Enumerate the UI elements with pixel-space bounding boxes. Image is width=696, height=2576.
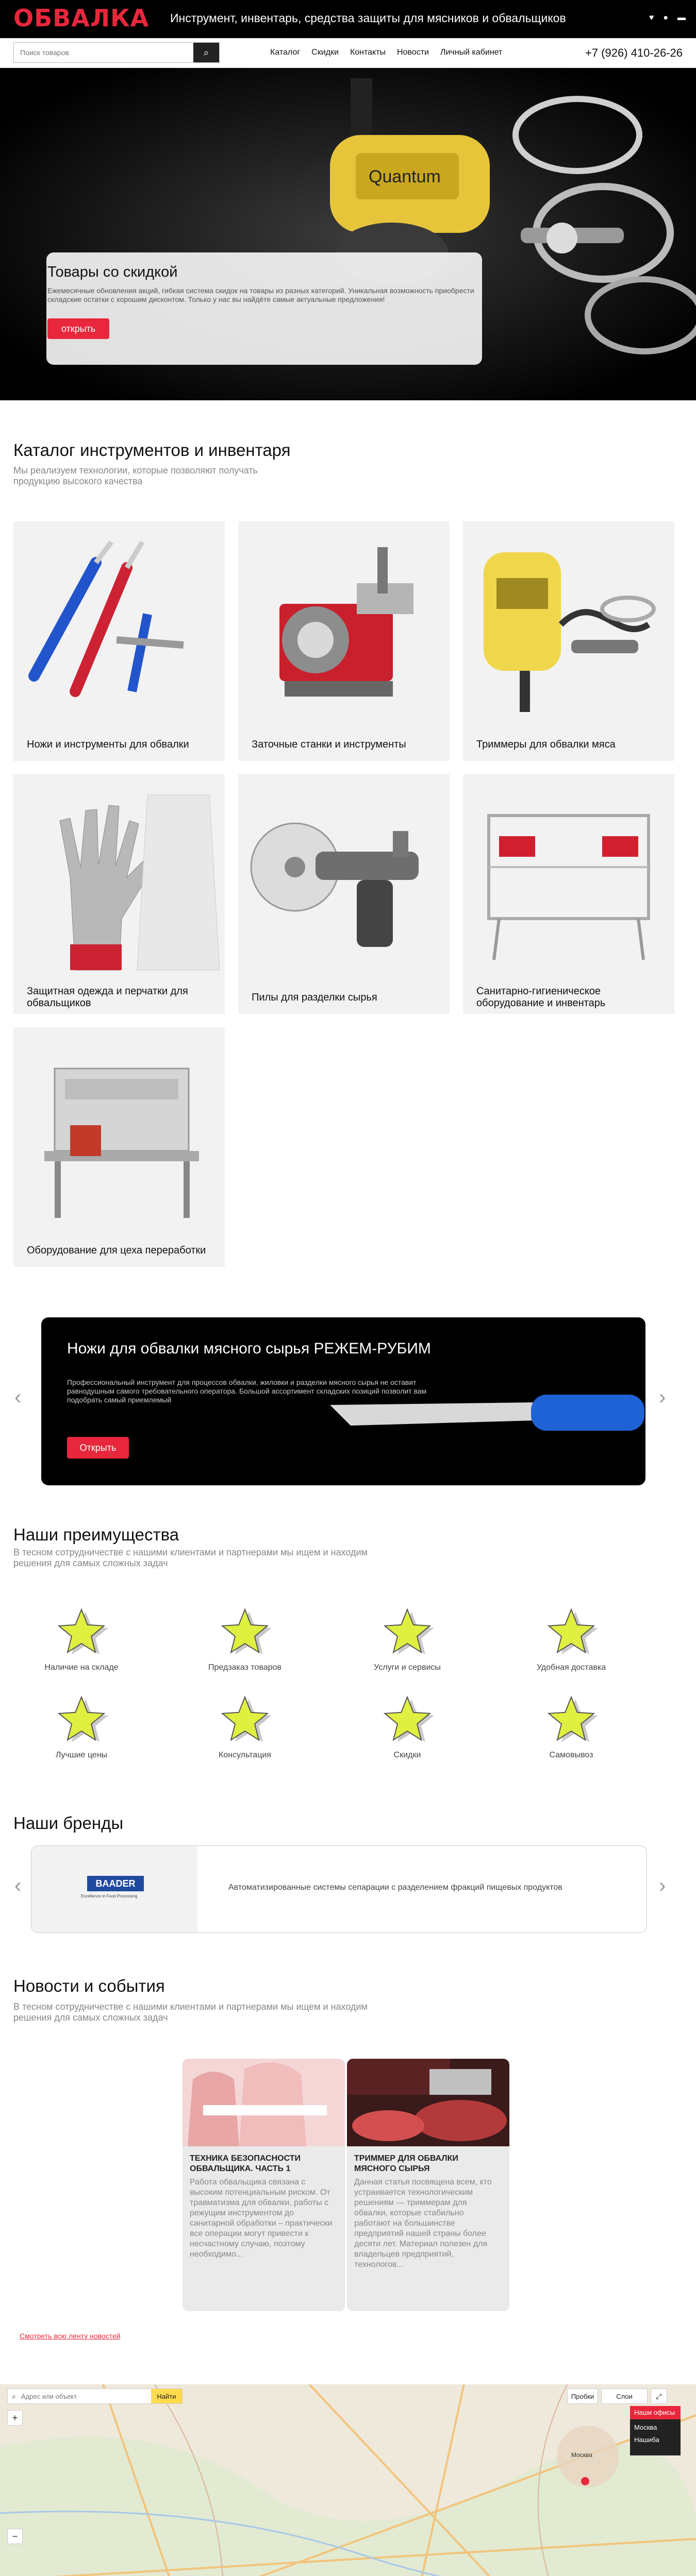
brands-title: Наши бренды [13, 1814, 124, 1833]
slider-next-arrow[interactable]: › [659, 1386, 666, 1409]
glove-image [13, 774, 225, 980]
promo-open-button[interactable]: Открыть [67, 1437, 129, 1459]
star-icon [379, 1695, 436, 1747]
map-widget[interactable] [0, 2384, 696, 2576]
map-zoom-out-button[interactable]: − [7, 2529, 23, 2544]
star-icon [53, 1695, 110, 1747]
search-box [13, 42, 220, 63]
brands-prev-arrow[interactable]: ‹ [14, 1874, 22, 1897]
news-title: Новости и события [13, 1976, 165, 1995]
hero-open-button[interactable]: открыть [47, 318, 109, 339]
header-phone[interactable]: +7 (926) 410-26-26 [585, 46, 683, 59]
nav-contacts[interactable]: Контакты [350, 48, 386, 57]
brands-next-arrow[interactable]: › [659, 1874, 666, 1897]
map-fullscreen-icon[interactable]: ⤢ [651, 2388, 667, 2404]
catalog-tile-trimmers[interactable] [463, 521, 674, 761]
news-all-link[interactable]: Смотреть всю ленту новостей [20, 2332, 121, 2340]
trimmer-image [463, 521, 674, 727]
hero-text: Ежемесячные обновления акций, гибкая система скидок на товары из разных категорий. Уникальная возможность приобрести складские остатки с хорошим дисконтом. Только у нас вы найдёте самые актуальные предложения! [47, 286, 474, 303]
map-search-icon: ⌕ [12, 2392, 16, 2400]
news-image-trimmer [347, 2059, 509, 2146]
star-icon [217, 1607, 273, 1659]
catalog-tile-protective[interactable] [13, 774, 225, 1014]
star-icon [379, 1607, 436, 1659]
promo-text: Профессиональный инструмент для процессов обвалки, жиловки и разделки мясного сырья не оставит равнодушным самого требовательного оператора. Большой ассортимент складских позиций позволит вам подобрать самый приемлемый [67, 1378, 427, 1404]
knives-image [13, 521, 225, 727]
catalog-tile-sharpeners[interactable] [238, 521, 450, 761]
map-city-label: Москва [571, 2451, 592, 2459]
hero-title: Товары со скидкой [47, 264, 178, 280]
sanitary-image [463, 774, 674, 980]
star-icon [53, 1607, 110, 1659]
map-address-input[interactable] [21, 2389, 147, 2403]
promo-title: Ножи для обвалки мясного сырья РЕЖЕМ-РУБИМ [67, 1340, 431, 1357]
news-card[interactable] [183, 2059, 345, 2311]
map-panel-header[interactable]: Наши офисы [630, 2406, 681, 2419]
header-icons [649, 13, 686, 23]
news-card-text: Работа обвальщика связана с высоким потенциальным риском. От травматизма для обвалки, работы с режущим инструментом до санитарной обработки – практически все операции могут привести к несчастному случаю, поэтому необходимо... [190, 2178, 333, 2259]
search-input[interactable] [14, 43, 192, 62]
sharpener-image [238, 521, 450, 727]
brand-description: Автоматизированные системы сепарации с разделением фракций пищевых продуктов [228, 1883, 562, 1892]
map-layers-button[interactable]: Слои [601, 2388, 648, 2404]
catalog-title: Каталог инструментов и инвентаря [13, 440, 291, 460]
map-canvas [0, 2384, 696, 2576]
main-nav [270, 48, 502, 57]
baader-logo: BAADER [87, 1876, 144, 1891]
map-panel-item[interactable]: Нашиба [634, 2436, 659, 2444]
catalog-tile-sanitary[interactable] [463, 774, 674, 1014]
star-icon [543, 1695, 600, 1747]
map-panel-item[interactable]: Москва [634, 2424, 657, 2431]
site-logo[interactable]: ОБВАЛКА [13, 4, 150, 32]
tile-label: Пилы для разделки сырья [252, 992, 377, 1003]
advantages-title: Наши преимущества [13, 1525, 179, 1544]
news-image-safety [183, 2059, 345, 2146]
advantage-label: Консультация [219, 1751, 271, 1759]
map-search-box [7, 2388, 183, 2404]
news-card[interactable] [347, 2059, 509, 2311]
catalog-subtitle: Мы реализуем технологии, которые позволяют получать продукцию высокого качества [13, 465, 258, 486]
search-icon: ⌕ [203, 47, 209, 58]
news-card-title: ТРИММЕР ДЛЯ ОБВАЛКИ МЯСНОГО СЫРЬЯ [354, 2154, 458, 2173]
favorites-icon[interactable]: ♥ [649, 13, 654, 22]
catalog-tile-saws[interactable] [238, 774, 450, 1014]
cart-icon[interactable]: ▬ [677, 13, 686, 22]
brand-card[interactable] [31, 1845, 647, 1933]
catalog-tile-knives[interactable] [13, 521, 225, 761]
tile-label: Заточные станки и инструменты [252, 739, 406, 750]
map-find-button[interactable]: Найти [151, 2389, 182, 2403]
tile-label: Защитная одежда и перчатки для обвальщиков [27, 986, 188, 1009]
advantage-label: Удобная доставка [536, 1663, 606, 1672]
svg-text:Quantum: Quantum [369, 167, 441, 187]
tile-label: Санитарно-гигиеническое оборудование и инвентарь [476, 986, 606, 1009]
brand-logo-area [31, 1846, 197, 1933]
promo-slide [41, 1317, 645, 1485]
tile-label: Триммеры для обвалки мяса [476, 739, 616, 750]
nav-discounts[interactable]: Скидки [311, 48, 339, 57]
advantage-label: Скидки [393, 1751, 421, 1759]
map-zoom-in-button[interactable]: + [7, 2410, 23, 2426]
news-subtitle: В тесном сотрудничестве с нашими клиентами и партнерами мы ищем и находим решения для самых сложных задач [13, 2002, 368, 2023]
slider-prev-arrow[interactable]: ‹ [14, 1386, 22, 1409]
star-icon [217, 1695, 273, 1747]
site-slogan: Инструмент, инвентарь, средства защиты для мясников и обвальщиков [170, 11, 566, 25]
user-icon[interactable]: ● [663, 13, 668, 22]
nav-news[interactable]: Новости [397, 48, 429, 57]
processing-image [13, 1027, 225, 1233]
nav-account[interactable]: Личный кабинет [440, 48, 503, 57]
tile-label: Ножи и инструменты для обвалки [27, 739, 189, 750]
advantages-subtitle: В тесном сотрудничестве с нашими клиентами и партнерами мы ищем и находим решения для самых сложных задач [13, 1547, 368, 1568]
tile-label: Оборудование для цеха переработки [27, 1245, 206, 1256]
map-traffic-button[interactable]: Пробки [567, 2388, 598, 2404]
advantage-label: Лучшие цены [55, 1751, 108, 1759]
advantage-label: Услуги и сервисы [374, 1663, 441, 1672]
saw-image [238, 774, 450, 980]
news-card-text: Данная статья посвящена всем, кто устраивается технологическим решениям — триммерам для обвалки, которые стабильно работают на большинстве предприятий нашей страны более десяти лет. Материал полезен для владельцев предприятий, технологов... [354, 2178, 492, 2269]
map-office-panel [630, 2406, 681, 2455]
star-icon [543, 1607, 600, 1659]
search-button[interactable] [193, 43, 219, 62]
news-card-title: ТЕХНИКА БЕЗОПАСНОСТИ ОБВАЛЬЩИКА. ЧАСТЬ 1 [190, 2154, 301, 2173]
catalog-tile-processing[interactable] [13, 1027, 225, 1267]
nav-catalog[interactable]: Каталог [270, 48, 301, 57]
advantage-label: Самовывоз [549, 1751, 593, 1759]
advantage-label: Предзаказ товаров [208, 1663, 281, 1672]
baader-logo-sub: Excellence in Food Processing [81, 1894, 138, 1899]
advantage-label: Наличие на складе [44, 1663, 119, 1672]
